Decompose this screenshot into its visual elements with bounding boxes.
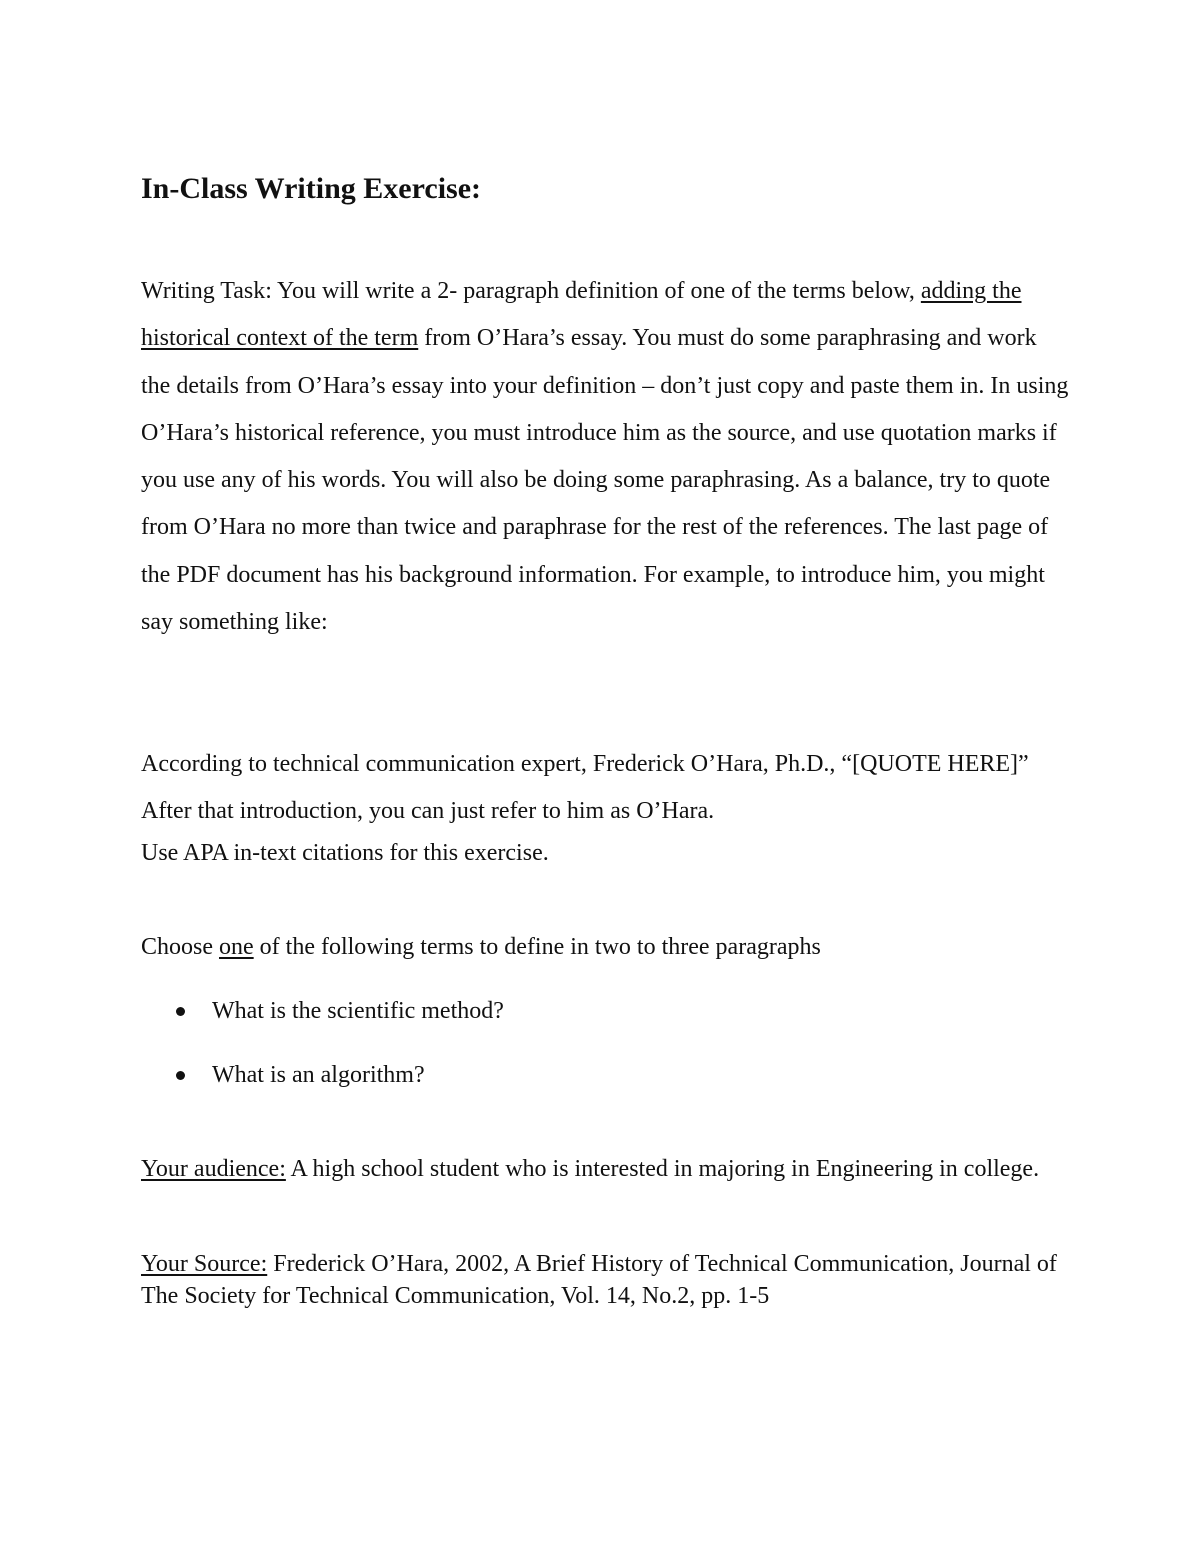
source-paragraph [141, 1248, 1071, 1312]
term-label: What is the scientific method? [212, 998, 504, 1024]
choose-underlined-word: one [219, 934, 254, 960]
bullet-icon [176, 1007, 185, 1016]
bullet-icon [176, 1071, 185, 1080]
source-label: Your Source: [141, 1251, 268, 1277]
term-label: What is an algorithm? [212, 1062, 425, 1088]
choose-text-end: of the following terms to define in two to three paragraphs [253, 934, 821, 960]
writing-task-text-end: from O’Hara’s essay. You must do some paraphrasing and work the details from O’Hara’s essay into your definition – don’t just copy and paste them in. In using O’Hara’s historical reference, you must introduce him as the source, and use quotation marks if you use any of his words. You will also be doing some paraphrasing. As a balance, try to quote from O’Hara no more than twice and paraphrase for the rest of the references. The last page of the PDF document has his background information. For example, to introduce him, you might say something like: [141, 325, 1069, 636]
choose-text-start: Choose [141, 934, 219, 960]
writing-task-text-start: Writing Task: You will write a 2- paragraph definition of one of the terms below, [141, 278, 921, 304]
terms-list [141, 995, 504, 1123]
apa-note: Use APA in-text citations for this exercise. [141, 840, 549, 866]
writing-task-underlined-text: adding the historical context of the term [141, 278, 1022, 352]
audience-label: Your audience: [141, 1156, 286, 1182]
audience-text: A high school student who is interested in majoring in Engineering in college. [285, 1156, 1040, 1182]
writing-task-paragraph [141, 268, 1071, 646]
list-item [141, 995, 504, 1059]
choose-instruction [141, 931, 1071, 963]
source-text: Frederick O’Hara, 2002, A Brief History of Technical Communication, Journal of The Society for Technical Communication, Vol. 14, No.2, pp. 1-5 [141, 1251, 1057, 1309]
audience-paragraph [141, 1153, 1071, 1185]
example-introduction: According to technical communication expert, Frederick O’Hara, Ph.D., “[QUOTE HERE]” After that introduction, you can just refer to him as O’Hara. [141, 751, 1029, 824]
list-item [141, 1059, 504, 1123]
page-title: In-Class Writing Exercise: [141, 172, 482, 205]
